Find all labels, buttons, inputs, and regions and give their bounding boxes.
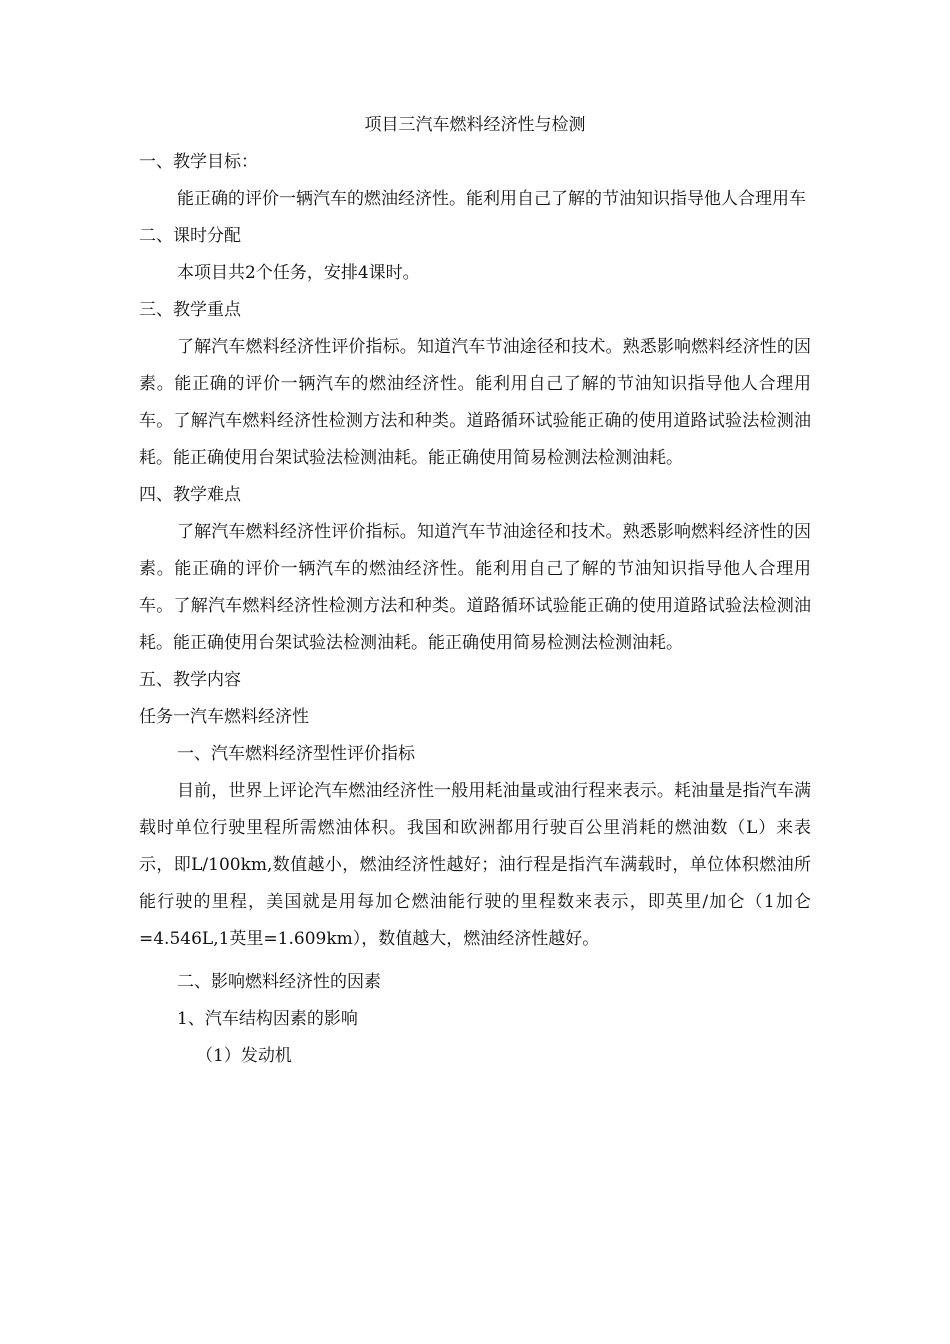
section-heading-objectives: 一、教学目标： xyxy=(139,152,258,172)
subsection-heading-indicators: 一、汽车燃料经济型性评价指标 xyxy=(177,744,415,764)
task-heading: 任务一汽车燃料经济性 xyxy=(139,707,309,727)
document-page xyxy=(139,107,811,1075)
list-item-engine: （1）发动机 xyxy=(196,1046,292,1066)
document-title: 项目三汽车燃料经济性与检测 xyxy=(364,115,586,135)
subsection-body-indicators: 目前，世界上评论汽车燃油经济性一般用耗油量或油行程来表示。耗油量是指汽车满载时单位行驶里程所需燃油体积。我国和欧洲都用行驶百公里消耗的燃油数（L）来表示，即L/100km,数值越小，燃油经济性越好；油行程是指汽车满载时，单位体积燃油所能行驶的里程，美国就是用每加仑燃油能行驶的里程数来表示，即英里/加仑（1加仑=4.546L,1英里=1.609km），数值越大，燃油经济性越好。 xyxy=(139,781,811,949)
section-heading-hours: 二、课时分配 xyxy=(139,226,241,246)
section-heading-difficulties: 四、教学难点 xyxy=(139,485,241,505)
section-heading-content: 五、教学内容 xyxy=(139,670,241,690)
section-body-key-points: 了解汽车燃料经济性评价指标。知道汽车节油途径和技术。熟悉影响燃料经济性的因素。能正确的评价一辆汽车的燃油经济性。能利用自己了解的节油知识指导他人合理用车。了解汽车燃料经济性检测方法和种类。道路循环试验能正确的使用道路试验法检测油耗。能正确使用台架试验法检测油耗。能正确使用简易检测法检测油耗。 xyxy=(139,337,811,468)
section-body-hours: 本项目共2个任务，安排4课时。 xyxy=(177,263,420,283)
section-body-objectives: 能正确的评价一辆汽车的燃油经济性。能利用自己了解的节油知识指导他人合理用车 xyxy=(177,189,806,209)
section-body-difficulties: 了解汽车燃料经济性评价指标。知道汽车节油途径和技术。熟悉影响燃料经济性的因素。能正确的评价一辆汽车的燃油经济性。能利用自己了解的节油知识指导他人合理用车。了解汽车燃料经济性检测方法和种类。道路循环试验能正确的使用道路试验法检测油耗。能正确使用台架试验法检测油耗。能正确使用简易检测法检测油耗。 xyxy=(139,522,811,653)
list-item-structure: 1、汽车结构因素的影响 xyxy=(177,1009,358,1029)
subsection-heading-factors: 二、影响燃料经济性的因素 xyxy=(177,972,381,992)
section-heading-key-points: 三、教学重点 xyxy=(139,300,241,320)
